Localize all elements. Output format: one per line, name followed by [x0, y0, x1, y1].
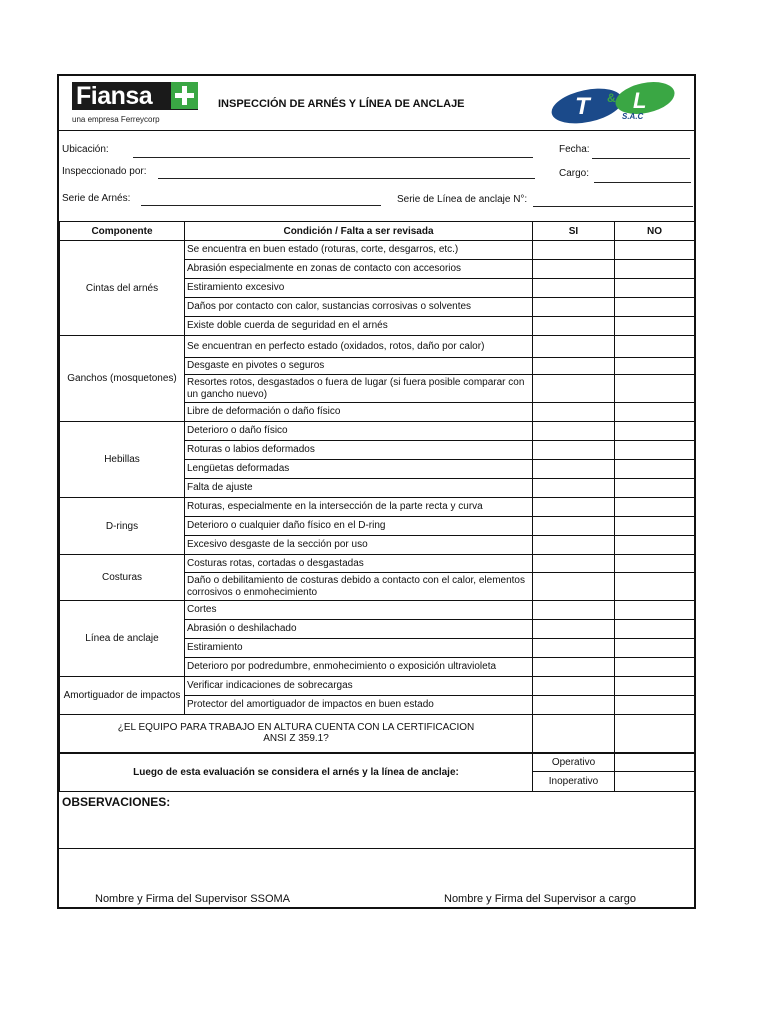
- condition-cell: Verificar indicaciones de sobrecargas: [185, 677, 533, 696]
- no-checkbox-cell[interactable]: [615, 639, 695, 658]
- si-checkbox-cell[interactable]: [533, 696, 615, 715]
- si-checkbox-cell[interactable]: [533, 677, 615, 696]
- svg-text:L: L: [633, 88, 647, 113]
- fecha-field[interactable]: [592, 158, 690, 159]
- si-checkbox-cell[interactable]: [533, 441, 615, 460]
- inspection-form: [57, 74, 696, 909]
- table-row: [60, 336, 695, 358]
- si-checkbox-cell[interactable]: [533, 620, 615, 639]
- ubicacion-field[interactable]: [133, 157, 533, 158]
- si-checkbox-cell[interactable]: [533, 422, 615, 441]
- component-cell: Costuras: [60, 555, 185, 601]
- no-checkbox-cell[interactable]: [615, 358, 695, 375]
- condition-cell: Roturas, especialmente en la intersección de la parte recta y curva: [185, 498, 533, 517]
- signature-supervisor: Nombre y Firma del Supervisor a cargo: [444, 893, 636, 905]
- cert-no-cell[interactable]: [615, 715, 695, 753]
- observaciones-divider: [59, 848, 694, 849]
- table-header-row: [60, 222, 695, 241]
- signature-ssoma: Nombre y Firma del Supervisor SSOMA: [95, 893, 290, 905]
- no-checkbox-cell[interactable]: [615, 658, 695, 677]
- no-checkbox-cell[interactable]: [615, 573, 695, 601]
- si-checkbox-cell[interactable]: [533, 555, 615, 573]
- serie-linea-field[interactable]: [533, 206, 693, 207]
- condition-cell: Se encuentra en buen estado (roturas, corte, desgarros, etc.): [185, 241, 533, 260]
- header-condicion: Condición / Falta a ser revisada: [185, 222, 533, 241]
- condition-cell: Daño o debilitamiento de costuras debido a contacto con el calor, elementos corrosivos o enmohecimiento: [185, 573, 533, 601]
- no-checkbox-cell[interactable]: [615, 441, 695, 460]
- si-checkbox-cell[interactable]: [533, 536, 615, 555]
- form-title: INSPECCIÓN DE ARNÉS Y LÍNEA DE ANCLAJE: [218, 98, 465, 110]
- condition-cell: Falta de ajuste: [185, 479, 533, 498]
- serie-linea-label: Serie de Línea de anclaje N°:: [397, 194, 528, 205]
- no-checkbox-cell[interactable]: [615, 555, 695, 573]
- header-si: SI: [533, 222, 615, 241]
- observaciones-label: OBSERVACIONES:: [62, 795, 171, 809]
- si-checkbox-cell[interactable]: [533, 479, 615, 498]
- fecha-label: Fecha:: [559, 144, 590, 155]
- table-row: [60, 241, 695, 260]
- evaluation-row-1: [60, 753, 695, 772]
- si-checkbox-cell[interactable]: [533, 317, 615, 336]
- inspeccionado-field[interactable]: [158, 178, 535, 179]
- si-checkbox-cell[interactable]: [533, 601, 615, 620]
- condition-cell: Desgaste en pivotes o seguros: [185, 358, 533, 375]
- si-checkbox-cell[interactable]: [533, 298, 615, 317]
- condition-cell: Resortes rotos, desgastados o fuera de lugar (si fuera posible comparar con un gancho nuevo): [185, 375, 533, 403]
- si-checkbox-cell[interactable]: [533, 517, 615, 536]
- operativo-cell[interactable]: [615, 753, 695, 772]
- cert-si-cell[interactable]: [533, 715, 615, 753]
- cargo-label: Cargo:: [559, 168, 590, 179]
- si-checkbox-cell[interactable]: [533, 460, 615, 479]
- si-checkbox-cell[interactable]: [533, 573, 615, 601]
- condition-cell: Cortes: [185, 601, 533, 620]
- no-checkbox-cell[interactable]: [615, 298, 695, 317]
- tl-logo-sub: S.A.C: [622, 112, 644, 121]
- table-row: [60, 555, 695, 573]
- table-row: [60, 498, 695, 517]
- condition-cell: Se encuentran en perfecto estado (oxidados, rotos, daño por calor): [185, 336, 533, 358]
- si-checkbox-cell[interactable]: [533, 241, 615, 260]
- si-checkbox-cell[interactable]: [533, 279, 615, 298]
- component-cell: Amortiguador de impactos: [60, 677, 185, 715]
- tl-logo: [545, 80, 685, 126]
- condition-cell: Deterioro o daño físico: [185, 422, 533, 441]
- cargo-field[interactable]: [594, 182, 691, 183]
- si-checkbox-cell[interactable]: [533, 403, 615, 422]
- svg-text:T: T: [575, 93, 590, 120]
- si-checkbox-cell[interactable]: [533, 639, 615, 658]
- component-cell: Cintas del arnés: [60, 241, 185, 336]
- inoperativo-label: Inoperativo: [533, 772, 615, 792]
- inoperativo-cell[interactable]: [615, 772, 695, 792]
- condition-cell: Roturas o labios deformados: [185, 441, 533, 460]
- condition-cell: Deterioro por podredumbre, enmohecimiento o exposición ultravioleta: [185, 658, 533, 677]
- header-no: NO: [615, 222, 695, 241]
- evaluation-question: Luego de esta evaluación se considera el arnés y la línea de anclaje:: [60, 753, 533, 792]
- condition-cell: Lengüetas deformadas: [185, 460, 533, 479]
- no-checkbox-cell[interactable]: [615, 336, 695, 358]
- condition-cell: Estiramiento: [185, 639, 533, 658]
- si-checkbox-cell[interactable]: [533, 375, 615, 403]
- component-cell: Línea de anclaje: [60, 601, 185, 677]
- condition-cell: Abrasión o deshilachado: [185, 620, 533, 639]
- divider: [59, 130, 694, 131]
- fiansa-logo-text: Fiansa: [76, 82, 153, 110]
- serie-arnes-label: Serie de Arnés:: [62, 193, 131, 204]
- si-checkbox-cell[interactable]: [533, 498, 615, 517]
- no-checkbox-cell[interactable]: [615, 460, 695, 479]
- cert-question-line2: ANSI Z 359.1?: [263, 733, 329, 745]
- no-checkbox-cell[interactable]: [615, 601, 695, 620]
- no-checkbox-cell[interactable]: [615, 317, 695, 336]
- inspeccionado-label: Inspeccionado por:: [62, 166, 147, 177]
- no-checkbox-cell[interactable]: [615, 696, 695, 715]
- condition-cell: Existe doble cuerda de seguridad en el arnés: [185, 317, 533, 336]
- no-checkbox-cell[interactable]: [615, 375, 695, 403]
- condition-cell: Deterioro o cualquier daño físico en el D-ring: [185, 517, 533, 536]
- cert-question-line1: ¿EL EQUIPO PARA TRABAJO EN ALTURA CUENTA CON LA CERTIFICACION: [117, 722, 475, 734]
- brand-subtitle: una empresa Ferreycorp: [72, 115, 160, 124]
- condition-cell: Estiramiento excesivo: [185, 279, 533, 298]
- component-cell: Hebillas: [60, 422, 185, 498]
- header-componente: Componente: [60, 222, 185, 241]
- table-row: [60, 677, 695, 696]
- no-checkbox-cell[interactable]: [615, 279, 695, 298]
- no-checkbox-cell[interactable]: [615, 241, 695, 260]
- no-checkbox-cell[interactable]: [615, 498, 695, 517]
- condition-cell: Daños por contacto con calor, sustancias corrosivas o solventes: [185, 298, 533, 317]
- table-row: [60, 422, 695, 441]
- checklist-table: [59, 221, 695, 792]
- condition-cell: Abrasión especialmente en zonas de contacto con accesorios: [185, 260, 533, 279]
- no-checkbox-cell[interactable]: [615, 479, 695, 498]
- condition-cell: Libre de deformación o daño físico: [185, 403, 533, 422]
- no-checkbox-cell[interactable]: [615, 620, 695, 639]
- no-checkbox-cell[interactable]: [615, 677, 695, 696]
- svg-text:&: &: [607, 91, 616, 105]
- no-checkbox-cell[interactable]: [615, 422, 695, 441]
- si-checkbox-cell[interactable]: [533, 658, 615, 677]
- condition-cell: Costuras rotas, cortadas o desgastadas: [185, 555, 533, 573]
- condition-cell: Protector del amortiguador de impactos en buen estado: [185, 696, 533, 715]
- no-checkbox-cell[interactable]: [615, 517, 695, 536]
- si-checkbox-cell[interactable]: [533, 260, 615, 279]
- cert-question: [60, 715, 533, 753]
- component-cell: Ganchos (mosquetones): [60, 336, 185, 422]
- no-checkbox-cell[interactable]: [615, 403, 695, 422]
- si-checkbox-cell[interactable]: [533, 358, 615, 375]
- operativo-label: Operativo: [533, 753, 615, 772]
- table-row: [60, 601, 695, 620]
- checklist-body: [60, 241, 695, 715]
- no-checkbox-cell[interactable]: [615, 536, 695, 555]
- si-checkbox-cell[interactable]: [533, 336, 615, 358]
- plus-logo-icon: [171, 82, 198, 109]
- ubicacion-label: Ubicación:: [62, 144, 109, 155]
- component-cell: D-rings: [60, 498, 185, 555]
- no-checkbox-cell[interactable]: [615, 260, 695, 279]
- serie-arnes-field[interactable]: [141, 205, 381, 206]
- condition-cell: Excesivo desgaste de la sección por uso: [185, 536, 533, 555]
- cert-question-row: [60, 715, 695, 753]
